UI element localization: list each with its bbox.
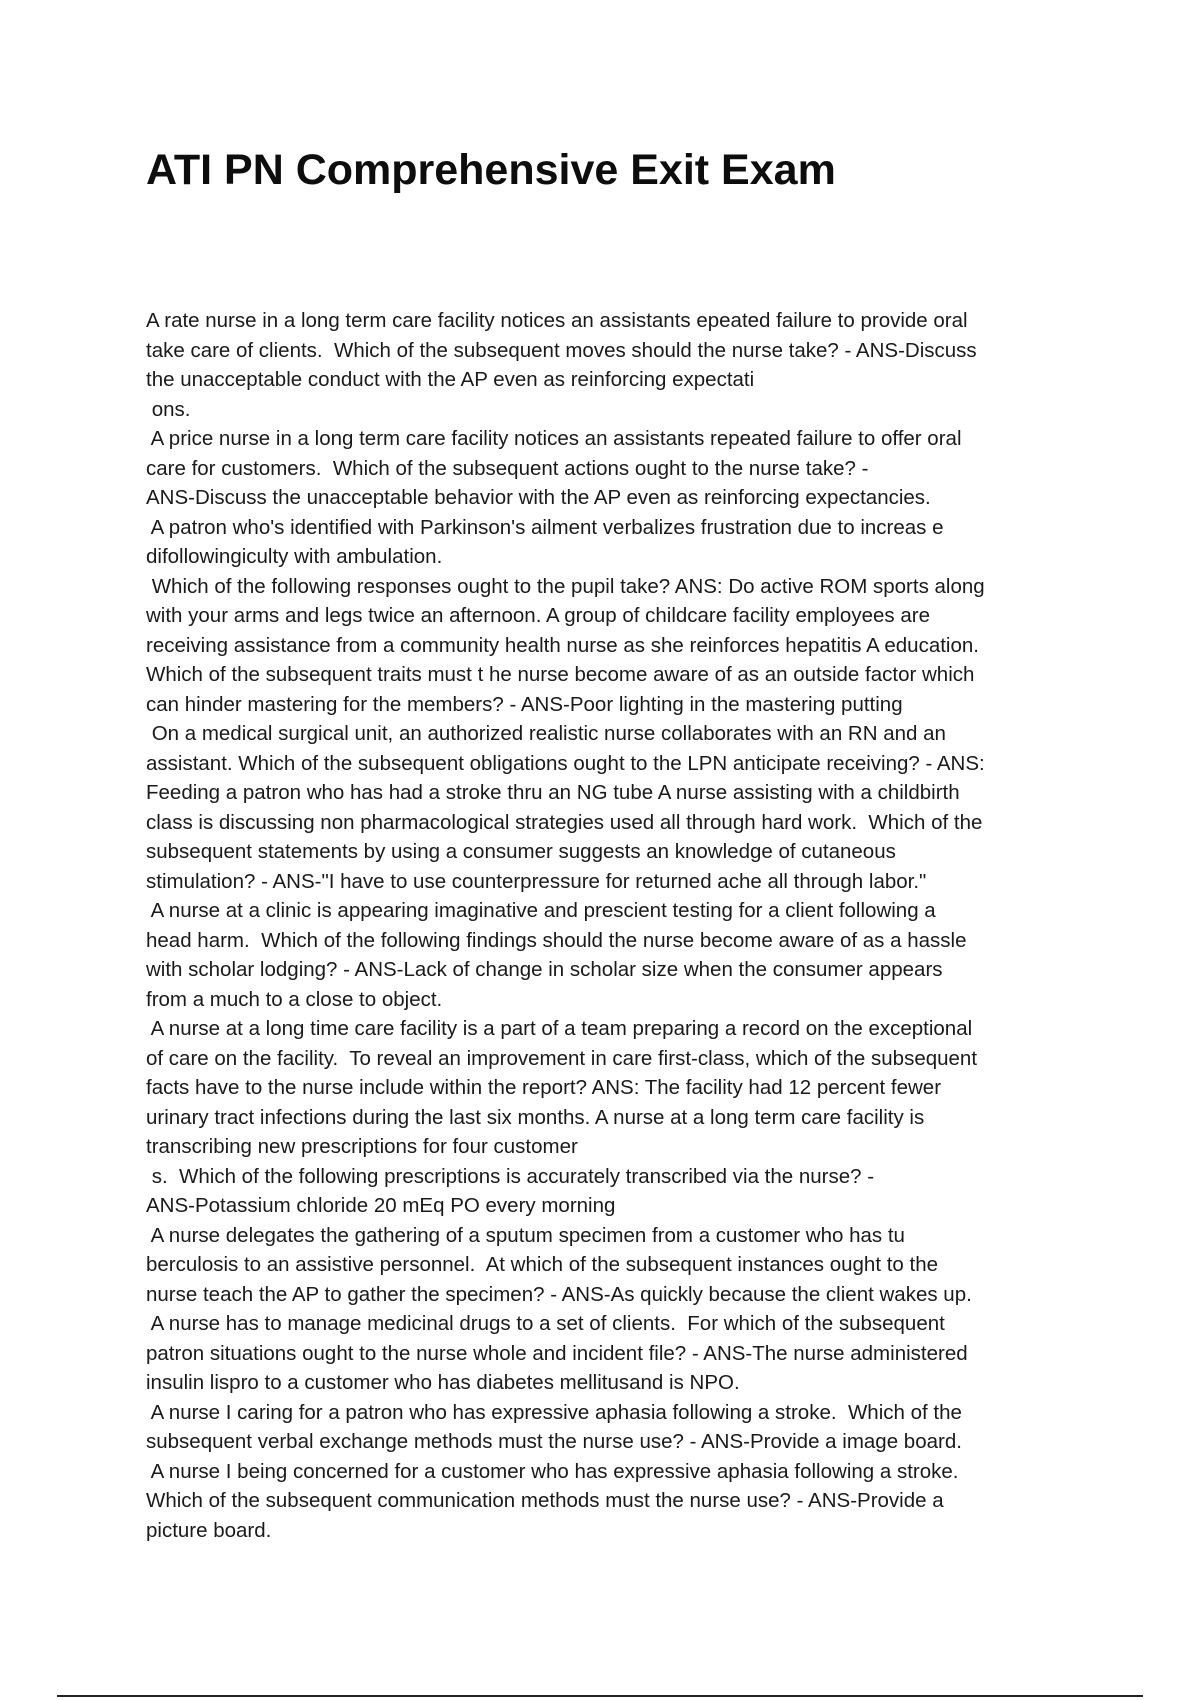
text-line: A rate nurse in a long term care facility notices an assistants epeated failure to provide oral	[146, 309, 968, 332]
text-line: nurse teach the AP to gather the specimen? - ANS-As quickly because the client wakes up.	[146, 1282, 972, 1306]
text-line: A nurse delegates the gathering of a sputum specimen from a customer who has tu	[146, 1223, 905, 1247]
page-title: ATI PN Comprehensive Exit Exam	[146, 146, 836, 194]
text-line: s. Which of the following prescriptions is accurately transcribed via the nurse? -	[146, 1164, 875, 1188]
page-bottom-divider	[57, 1695, 1143, 1697]
text-line: subsequent verbal exchange methods must the nurse use? - ANS-Provide a image board.	[146, 1430, 962, 1453]
text-line: take care of clients. Which of the subsequent moves should the nurse take? - ANS-Discuss	[146, 338, 977, 362]
text-line: Which of the subsequent traits must t he nurse become aware of as an outside factor which	[146, 663, 975, 686]
text-line: ons.	[146, 397, 191, 421]
text-line: picture board.	[146, 1518, 272, 1542]
text-line: A price nurse in a long term care facility notices an assistants repeated failure to offer oral	[146, 427, 962, 450]
text-line: difollowingiculty with ambulation.	[146, 545, 443, 568]
text-line: the unacceptable conduct with the AP even as reinforcing expectati	[146, 368, 755, 391]
text-line: with your arms and legs twice an afternoon. A group of childcare facility employees are	[146, 604, 930, 627]
text-line: stimulation? - ANS-"I have to use counterpressure for returned ache all through labor."	[146, 869, 927, 893]
text-line: transcribing new prescriptions for four customer	[146, 1135, 578, 1158]
text-line: class is discussing non pharmacological strategies used all through hard work. Which of the	[146, 810, 983, 834]
text-line: patron situations ought to the nurse whole and incident file? - ANS-The nurse administered	[146, 1341, 968, 1365]
text-line: Which of the following responses ought to the pupil take? ANS: Do active ROM sports along	[146, 574, 985, 598]
text-line: insulin lispro to a customer who has diabetes mellitusand is NPO.	[146, 1371, 740, 1394]
document-body	[146, 306, 1086, 1545]
text-line: of care on the facility. To reveal an improvement in care first-class, which of the subsequent	[146, 1046, 978, 1070]
text-line: urinary tract infections during the last six months. A nurse at a long term care facility is	[146, 1105, 925, 1129]
text-line: can hinder mastering for the members? - ANS-Poor lighting in the mastering putting	[146, 692, 903, 716]
text-line: A nurse at a long time care facility is a part of a team preparing a record on the exceptional	[146, 1017, 973, 1040]
text-line: with scholar lodging? - ANS-Lack of change in scholar size when the consumer appears	[146, 958, 943, 981]
text-line: A nurse I caring for a patron who has expressive aphasia following a stroke. Which of the	[146, 1400, 962, 1424]
text-line: head harm. Which of the following findings should the nurse become aware of as a hassle	[146, 928, 967, 952]
text-line: Feeding a patron who has had a stroke thru an NG tube A nurse assisting with a childbirth	[146, 781, 960, 804]
text-line: care for customers. Which of the subsequent actions ought to the nurse take? -	[146, 456, 869, 480]
text-line: berculosis to an assistive personnel. At which of the subsequent instances ought to the	[146, 1253, 939, 1276]
text-line: ANS-Discuss the unacceptable behavior with the AP even as reinforcing expectancies.	[146, 486, 931, 509]
text-line: from a much to a close to object.	[146, 987, 443, 1011]
text-line: A nurse at a clinic is appearing imaginative and prescient testing for a client following a	[146, 899, 936, 922]
text-line: On a medical surgical unit, an authorized realistic nurse collaborates with an RN and an	[146, 722, 946, 745]
text-line: subsequent statements by using a consumer suggests an knowledge of cutaneous	[146, 840, 896, 863]
text-line: assistant. Which of the subsequent obligations ought to the LPN anticipate receiving? - ANS:	[146, 751, 985, 775]
text-line: A patron who's identified with Parkinson's ailment verbalizes frustration due to increas e	[146, 515, 944, 539]
text-line: ANS-Potassium chloride 20 mEq PO every morning	[146, 1194, 616, 1217]
text-line: facts have to the nurse include within the report? ANS: The facility had 12 percent fewer	[146, 1076, 942, 1099]
text-line: Which of the subsequent communication methods must the nurse use? - ANS-Provide a	[146, 1489, 944, 1512]
text-line: receiving assistance from a community health nurse as she reinforces hepatitis A education.	[146, 633, 979, 657]
text-line: A nurse has to manage medicinal drugs to a set of clients. For which of the subsequent	[146, 1312, 945, 1335]
text-line: A nurse I being concerned for a customer who has expressive aphasia following a stroke.	[146, 1459, 959, 1483]
